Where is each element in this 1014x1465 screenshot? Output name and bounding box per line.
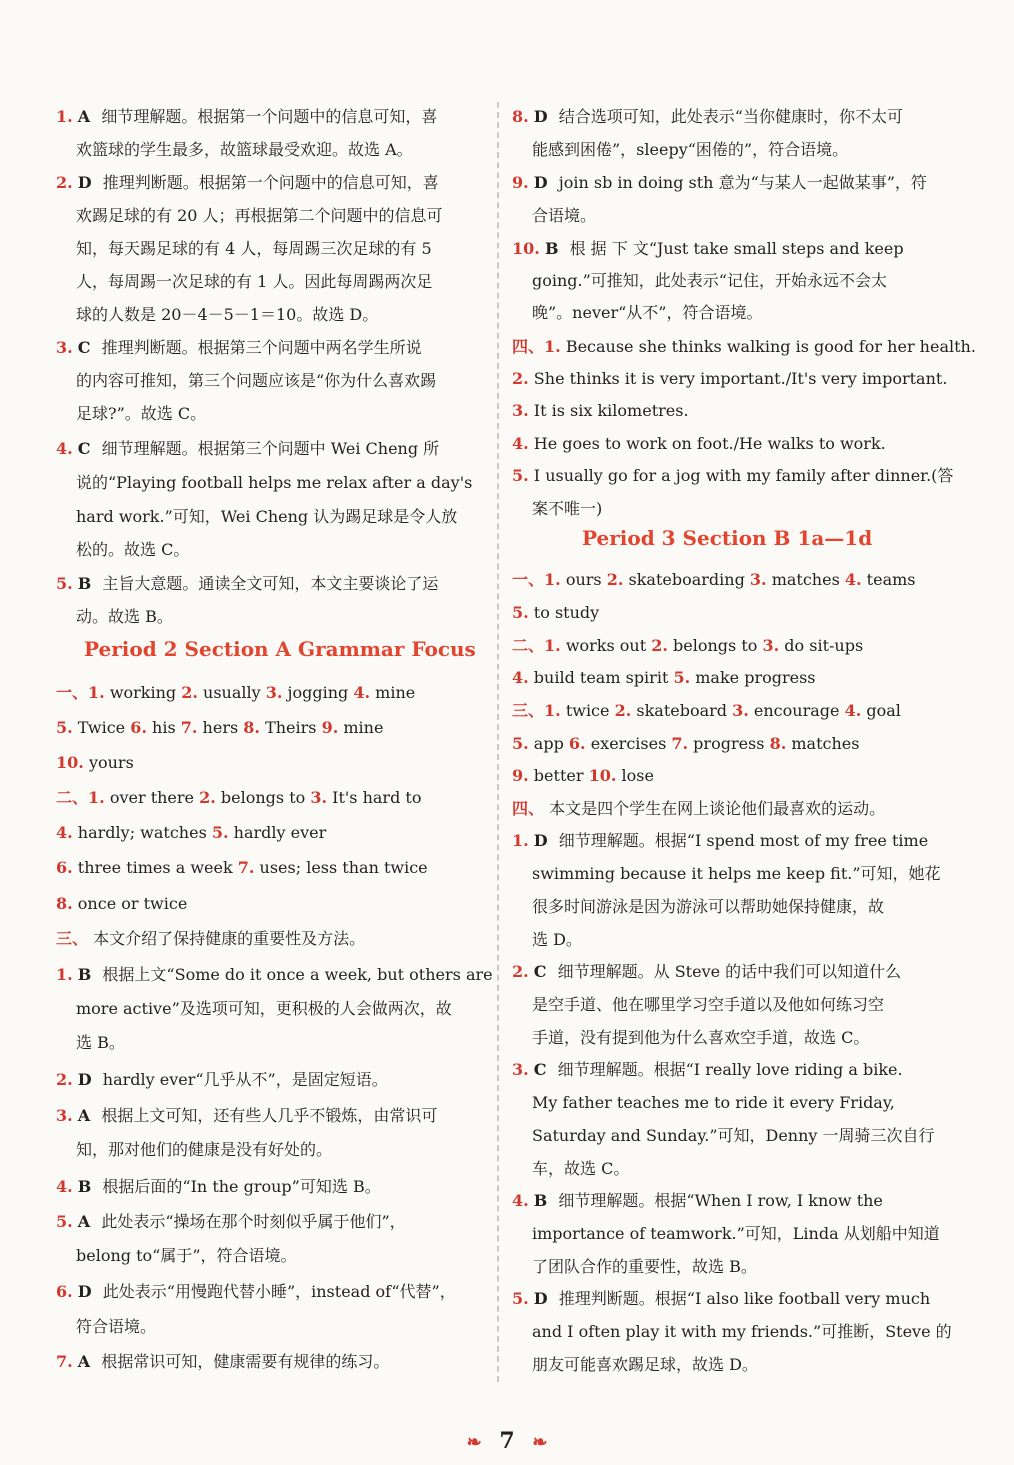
answer-text: She thinks it is very important./It's very important. <box>533 369 948 388</box>
answer-line <box>512 1354 758 1376</box>
item-number: 2. <box>199 788 216 807</box>
answer-text: 晚”。never“从不”，符合语境。 <box>532 303 763 322</box>
answer-line <box>512 1027 869 1049</box>
answer-text: 说的“Playing football helps me relax after a day's <box>76 473 473 492</box>
answer-text: 推理判断题。根据第一个问题中的信息可知，喜 <box>102 173 439 192</box>
answer-text: uses; less than twice <box>259 858 428 877</box>
answer-text: 选 D。 <box>532 930 582 949</box>
item-number: 四、1. <box>512 337 561 356</box>
item-number: 8. <box>769 734 787 753</box>
item-number: 10. <box>588 766 617 785</box>
item-number: 一、1. <box>56 683 105 702</box>
item-number: 4. <box>512 1191 529 1210</box>
answer-line <box>512 1158 629 1180</box>
item-number: 2. <box>512 369 529 388</box>
section-heading: Period 3 Section B 1a—1d <box>582 526 873 550</box>
page-footer <box>0 1428 1014 1454</box>
answer-choice: D <box>533 107 548 126</box>
answer-text: 细节理解题。根据第一个问题中的信息可知，喜 <box>101 107 438 126</box>
answer-line <box>512 1321 952 1343</box>
item-number: 3. <box>749 570 767 589</box>
item-number: 二、1. <box>512 636 561 655</box>
answer-text: 细节理解题。根据“When I row, I know the <box>558 1191 883 1210</box>
answer-choice: D <box>77 1070 92 1089</box>
item-number: 5. <box>512 466 529 485</box>
item-number: 10. <box>512 239 540 258</box>
answer-line <box>512 1288 930 1310</box>
answer-line <box>56 1032 125 1054</box>
answer-text: over there <box>109 788 200 807</box>
answer-text: mine <box>375 683 416 702</box>
answer-line <box>512 1223 940 1245</box>
item-number: 4. <box>353 683 371 702</box>
answer-line <box>56 964 493 986</box>
answer-line <box>56 172 439 194</box>
item-number: 4. <box>512 668 529 687</box>
item-number: 1. <box>512 831 529 850</box>
item-number: 3. <box>56 338 73 357</box>
answer-choice: B <box>544 239 559 258</box>
item-number: 4. <box>56 823 73 842</box>
answer-text: It is six kilometres. <box>533 401 689 420</box>
answer-text: jogging <box>287 683 354 702</box>
answer-text: make progress <box>695 668 816 687</box>
item-number: 6. <box>56 1282 73 1301</box>
answer-line <box>56 1245 297 1267</box>
answer-text: 本文是四个学生在网上谈论他们最喜欢的运动。 <box>549 799 886 818</box>
answer-text: 合语境。 <box>532 206 597 225</box>
item-number: 6. <box>56 858 73 877</box>
answer-line <box>56 1105 437 1127</box>
item-number: 四、 <box>512 799 545 818</box>
item-number: 4. <box>512 434 529 453</box>
answer-choice: D <box>533 1289 548 1308</box>
answer-text: 根 据 下 文“Just take small steps and keep <box>569 239 904 258</box>
answer-text: mine <box>343 718 384 737</box>
answer-line <box>512 1190 883 1212</box>
item-number: 6. <box>568 734 586 753</box>
answer-text: 结合选项可知，此处表示“当你健康时，你不太可 <box>558 107 903 126</box>
answer-text: 选 B。 <box>76 1033 125 1052</box>
answer-line <box>512 733 859 755</box>
answer-text: goal <box>866 701 901 720</box>
answer-text: build team spirit <box>533 668 674 687</box>
answer-line <box>512 569 916 591</box>
answer-line <box>56 539 189 561</box>
answer-choice: B <box>77 574 92 593</box>
answer-line <box>512 205 596 227</box>
answer-line <box>56 717 383 739</box>
answer-text: 欢踢足球的有 20 人；再根据第二个问题中的信息可 <box>76 206 443 225</box>
item-number: 8. <box>512 107 529 126</box>
item-number: 一、1. <box>512 570 561 589</box>
answer-text: 知，那对他们的健康是没有好处的。 <box>76 1140 333 1159</box>
answer-line <box>56 205 443 227</box>
answer-line <box>512 961 901 983</box>
answer-text: 推理判断题。根据“I also like football very much <box>558 1289 931 1308</box>
answer-choice: B <box>533 1191 548 1210</box>
answer-line <box>512 765 654 787</box>
answer-text: 足球?”。故选 C。 <box>76 404 207 423</box>
answer-line <box>512 602 599 624</box>
answer-text: 本文介绍了保持健康的重要性及方法。 <box>93 929 366 948</box>
answer-text: and I often play it with my friends.”可推断，Steve 的 <box>532 1322 952 1341</box>
answer-text: 朋友可能喜欢踢足球，故选 D。 <box>532 1355 758 1374</box>
answer-line <box>512 433 886 455</box>
answer-text: works out <box>565 636 652 655</box>
answer-text: skateboard <box>636 701 733 720</box>
answer-text: 此处表示“用慢跑代替小睡”，instead of“代替”， <box>102 1282 456 1301</box>
answer-text: 知，每天踢足球的有 4 人，每周踢三次足球的有 5 <box>76 239 432 258</box>
answer-text: matches <box>771 570 845 589</box>
answer-text: more active”及选项可知，更积极的人会做两次，故 <box>76 999 452 1018</box>
answer-line <box>512 1059 903 1081</box>
answer-line <box>56 106 437 128</box>
answer-line <box>512 172 927 194</box>
answer-choice: A <box>77 1352 91 1371</box>
answer-line <box>56 1176 381 1198</box>
answer-text: 是空手道、他在哪里学习空手道以及他如何练习空 <box>532 995 885 1014</box>
answer-text: 主旨大意题。通读全文可知，本文主要谈论了运 <box>102 574 439 593</box>
answer-line <box>512 798 885 820</box>
answer-text: 细节理解题。从 Steve 的话中我们可以知道什么 <box>557 962 902 981</box>
answer-line <box>512 368 947 390</box>
answer-line <box>512 896 884 918</box>
ornament-icon: ❧ <box>532 1432 548 1453</box>
item-number: 2. <box>56 173 73 192</box>
answer-choice: B <box>77 965 92 984</box>
item-number: 3. <box>512 1060 529 1079</box>
answer-text: 根据后面的“In the group”可知选 B。 <box>102 1177 381 1196</box>
answer-line <box>512 498 602 520</box>
item-number: 6. <box>130 718 147 737</box>
answer-line <box>512 465 953 487</box>
answer-line <box>56 506 457 528</box>
item-number: 4. <box>844 701 862 720</box>
item-number: 三、1. <box>512 701 561 720</box>
answer-text: skateboarding <box>628 570 750 589</box>
item-number: 二、1. <box>56 788 105 807</box>
answer-line <box>56 893 187 915</box>
answer-text: belongs to <box>673 636 763 655</box>
answer-choice: D <box>533 831 548 850</box>
answer-text: I usually go for a jog with my family after dinner.(答 <box>533 466 954 485</box>
answer-text: hard work.”可知，Wei Cheng 认为踢足球是令人放 <box>76 507 458 526</box>
answer-choice: C <box>533 962 547 981</box>
item-number: 5. <box>56 718 73 737</box>
item-number: 4. <box>844 570 862 589</box>
answer-line <box>56 1351 389 1373</box>
item-number: 5. <box>211 823 229 842</box>
item-number: 8. <box>243 718 260 737</box>
answer-line <box>56 472 472 494</box>
answer-text: once or twice <box>77 894 188 913</box>
item-number: 3. <box>762 636 780 655</box>
answer-text: belongs to <box>220 788 311 807</box>
answer-text: three times a week <box>77 858 238 877</box>
answer-line <box>56 928 365 950</box>
item-number: 三、 <box>56 929 89 948</box>
answer-line <box>512 238 904 260</box>
answer-text: to study <box>533 603 600 622</box>
answer-text: twice <box>565 701 615 720</box>
answer-line <box>56 787 421 809</box>
answer-line <box>512 994 884 1016</box>
answer-choice: A <box>77 107 91 126</box>
answer-text: Theirs <box>265 718 322 737</box>
answer-choice: C <box>77 439 91 458</box>
answer-line <box>512 336 976 358</box>
answer-text: My father teaches me to ride it every Friday, <box>532 1093 895 1112</box>
answer-line <box>56 682 415 704</box>
answer-line <box>512 106 903 128</box>
answer-text: 能感到困倦”，sleepy“困倦的”，符合语境。 <box>532 140 849 159</box>
answer-text: ours <box>565 570 607 589</box>
answer-line <box>56 238 432 260</box>
answer-line <box>512 700 901 722</box>
answer-text: 案不唯一) <box>532 499 603 518</box>
item-number: 9. <box>512 173 529 192</box>
item-number: 4. <box>56 439 73 458</box>
item-number: 7. <box>237 858 255 877</box>
answer-line <box>56 1281 456 1303</box>
answer-choice: B <box>77 1177 92 1196</box>
item-number: 3. <box>265 683 283 702</box>
answer-text: teams <box>866 570 916 589</box>
item-number: 3. <box>732 701 749 720</box>
answer-text: 的内容可推知，第三个问题应该是“你为什么喜欢踢 <box>76 371 437 390</box>
item-number: 8. <box>56 894 73 913</box>
item-number: 4. <box>56 1177 73 1196</box>
answer-choice: C <box>533 1060 547 1079</box>
column-divider <box>497 102 499 1382</box>
item-number: 3. <box>56 1106 73 1125</box>
answer-line <box>512 1256 757 1278</box>
answer-line <box>56 1316 156 1338</box>
item-number: 3. <box>512 401 529 420</box>
item-number: 9. <box>321 718 339 737</box>
answer-line <box>56 606 173 628</box>
answer-line <box>512 1125 935 1147</box>
answer-line <box>56 752 134 774</box>
answer-line <box>56 403 206 425</box>
answer-text: 车，故选 C。 <box>532 1159 630 1178</box>
answer-text: 球的人数是 20－4－5－1＝10。故选 D。 <box>76 305 379 324</box>
answer-text: 根据上文“Some do it once a week, but others are <box>102 965 493 984</box>
answer-choice: D <box>533 173 548 192</box>
answer-line <box>512 400 689 422</box>
answer-text: He goes to work on foot./He walks to work. <box>533 434 886 453</box>
answer-text: join sb in doing sth 意为“与某人一起做某事”，符 <box>558 173 927 192</box>
answer-text: 符合语境。 <box>76 1317 157 1336</box>
answer-text: exercises <box>590 734 672 753</box>
answer-text: 根据上文可知，还有些人几乎不锻炼，由常识可 <box>101 1106 438 1125</box>
item-number: 2. <box>651 636 668 655</box>
item-number: 1. <box>56 965 73 984</box>
answer-text: 手道，没有提到他为什么喜欢空手道，故选 C。 <box>532 1028 870 1047</box>
answer-text: app <box>533 734 569 753</box>
answer-line <box>56 822 326 844</box>
page-number: 7 <box>499 1428 515 1454</box>
answer-text: importance of teamwork.”可知，Linda 从划船中知道 <box>532 1224 940 1243</box>
item-number: 5. <box>512 1289 529 1308</box>
answer-text: swimming because it helps me keep fit.”可知，她花 <box>532 864 941 883</box>
item-number: 7. <box>180 718 198 737</box>
answer-text: his <box>152 718 181 737</box>
answer-line <box>512 635 863 657</box>
item-number: 1. <box>56 107 73 126</box>
answer-text: hardly; watches <box>77 823 212 842</box>
answer-text: 细节理解题。根据第三个问题中 Wei Cheng 所 <box>101 439 440 458</box>
answer-text: Twice <box>77 718 131 737</box>
answer-text: 人，每周踢一次足球的有 1 人。因此每周踢两次足 <box>76 272 433 291</box>
answer-text: 细节理解题。根据“I really love riding a bike. <box>557 1060 903 1079</box>
item-number: 3. <box>310 788 328 807</box>
answer-choice: D <box>77 1282 92 1301</box>
item-number: 2. <box>181 683 198 702</box>
answer-line <box>512 1092 895 1114</box>
answer-text: working <box>109 683 182 702</box>
item-number: 5. <box>512 734 529 753</box>
answer-text: 细节理解题。根据“I spend most of my free time <box>558 831 929 850</box>
item-number: 5. <box>673 668 691 687</box>
answer-text: 了团队合作的重要性，故选 B。 <box>532 1257 757 1276</box>
answer-text: hardly ever“几乎从不”，是固定短语。 <box>102 1070 388 1089</box>
answer-text: It's hard to <box>332 788 422 807</box>
answer-text: do sit-ups <box>784 636 864 655</box>
answer-text: 此处表示“操场在那个时刻似乎属于他们”， <box>101 1212 406 1231</box>
answer-line <box>512 139 848 161</box>
item-number: 5. <box>56 574 73 593</box>
answer-line <box>512 863 941 885</box>
answer-line <box>56 1211 406 1233</box>
item-number: 5. <box>56 1212 73 1231</box>
item-number: 9. <box>512 766 529 785</box>
ornament-icon: ❧ <box>466 1432 482 1453</box>
answer-line <box>512 830 928 852</box>
answer-text: belong to“属于”，符合语境。 <box>76 1246 297 1265</box>
answer-line <box>56 1069 388 1091</box>
item-number: 2. <box>614 701 632 720</box>
answer-line <box>56 438 439 460</box>
item-number: 7. <box>56 1352 73 1371</box>
answer-choice: A <box>77 1212 91 1231</box>
answer-line <box>56 1139 332 1161</box>
answer-line <box>56 998 452 1020</box>
answer-line <box>56 337 422 359</box>
answer-line <box>56 573 438 595</box>
answer-text: 很多时间游泳是因为游泳可以帮助她保持健康，故 <box>532 897 885 916</box>
answer-text: hardly ever <box>233 823 327 842</box>
answer-choice: A <box>77 1106 91 1125</box>
answer-text: Saturday and Sunday.”可知，Denny 一周骑三次自行 <box>532 1126 935 1145</box>
answer-line <box>56 857 428 879</box>
answer-line <box>512 929 582 951</box>
answer-line <box>56 304 378 326</box>
item-number: 10. <box>56 753 84 772</box>
item-number: 2. <box>606 570 624 589</box>
item-number: 2. <box>512 962 529 981</box>
item-number: 2. <box>56 1070 73 1089</box>
answer-text: hers <box>202 718 244 737</box>
answer-line <box>56 139 413 161</box>
item-number: 7. <box>671 734 689 753</box>
answer-text: yours <box>88 753 134 772</box>
answer-text: usually <box>203 683 266 702</box>
answer-text: 动。故选 B。 <box>76 607 173 626</box>
answer-text: going.”可推知，此处表示“记住，开始永远不会太 <box>532 271 887 290</box>
answer-choice: D <box>77 173 92 192</box>
section-heading: Period 2 Section A Grammar Focus <box>84 637 476 661</box>
answer-text: Because she thinks walking is good for her health. <box>565 337 976 356</box>
answer-text: 根据常识可知，健康需要有规律的练习。 <box>101 1352 390 1371</box>
answer-text: 欢篮球的学生最多，故篮球最受欢迎。故选 A。 <box>76 140 413 159</box>
answer-text: 松的。故选 C。 <box>76 540 190 559</box>
answer-text: better <box>533 766 589 785</box>
answer-line <box>512 302 762 324</box>
item-number: 5. <box>512 603 529 622</box>
answer-text: progress <box>693 734 770 753</box>
answer-line <box>56 370 436 392</box>
answer-text: encourage <box>753 701 845 720</box>
answer-line <box>512 667 816 689</box>
answer-choice: C <box>77 338 91 357</box>
answer-line <box>56 271 432 293</box>
answer-text: 推理判断题。根据第三个问题中两名学生所说 <box>101 338 422 357</box>
answer-text: lose <box>621 766 654 785</box>
answer-line <box>512 270 887 292</box>
answer-text: matches <box>791 734 860 753</box>
